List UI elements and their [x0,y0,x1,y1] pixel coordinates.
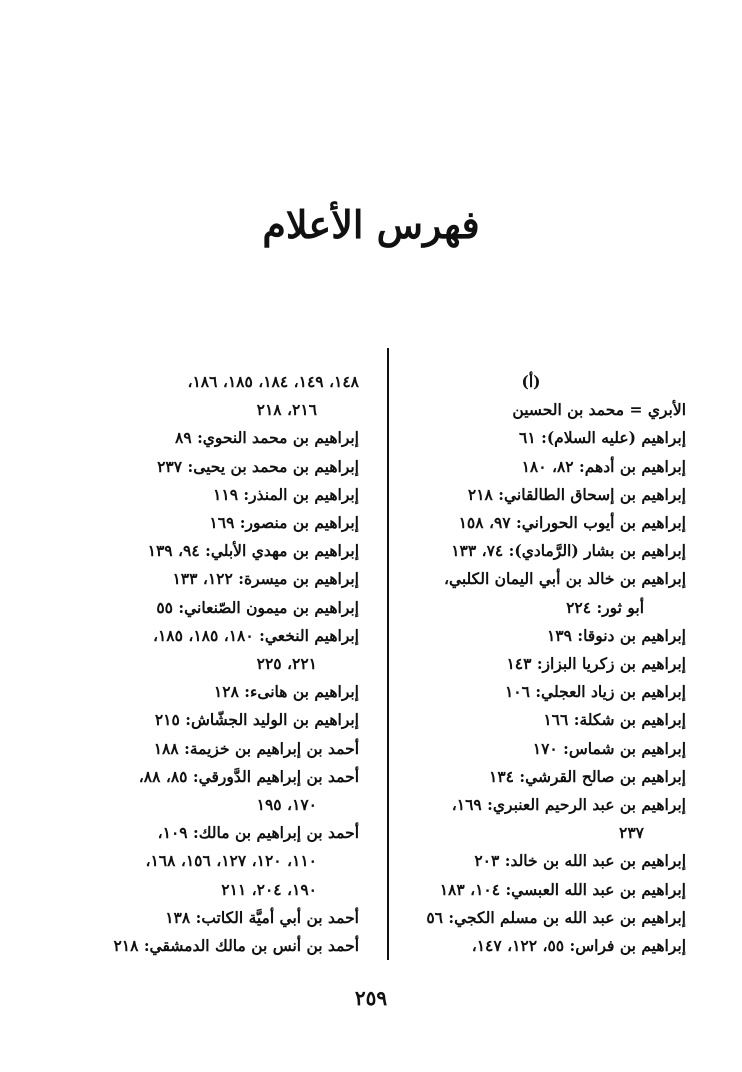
index-entry: أحمد بن أنس بن مالك الدمشقي: ٢١٨ [113,936,359,956]
index-entry: الأبري = محمد بن الحسين [512,400,686,420]
index-entry: إبراهيم بن ميمون الصّنعاني: ٥٥ [156,597,359,617]
index-entry: إبراهيم بن بشار (الرَّمادي): ٧٤، ١٣٣ [451,541,686,561]
index-entry: إبراهيم بن زياد العجلي: ١٠٦ [504,682,686,702]
index-entry: إبراهيم النخعي: ١٨٠، ١٨٥، ١٨٥، [152,625,359,645]
index-column-left [59,368,359,960]
page-title: فهرس الأعلام [262,202,480,247]
index-column-right [376,368,686,960]
index-entry: إبراهيم (عليه السلام): ٦١ [519,428,686,448]
index-entry: إبراهيم بن هانىء: ١٢٨ [213,682,359,702]
index-entry: إبراهيم بن محمد بن يحيى: ٢٣٧ [157,456,359,476]
index-entry: أحمد بن أبي أميَّة الكاتب: ١٣٨ [165,907,359,927]
index-entry: إبراهيم بن أيوب الحوراني: ٩٧، ١٥٨ [458,513,686,533]
index-entry: إبراهيم بن محمد النحوي: ٨٩ [175,428,359,448]
index-entry: إبراهيم بن المنذر: ١١٩ [213,484,359,504]
index-entry: إبراهيم بن دنوقا: ١٣٩ [546,625,686,645]
index-entry: إبراهيم بن شماس: ١٧٠ [532,738,686,758]
index-entry: أحمد بن إبراهيم الدَّورقي: ٨٥، ٨٨، [138,766,359,786]
index-entry: إبراهيم بن فراس: ٥٥، ١٢٢، ١٤٧، [471,936,686,956]
index-entry: إبراهيم بن الوليد الجشّاش: ٢١٥ [154,710,359,730]
index-entry: إبراهيم بن أدهم: ٨٢، ١٨٠ [521,456,686,476]
index-entry-continuation: أبو ثور: ٢٢٤ [566,597,644,617]
index-entry-continuation: ٢٢١، ٢٢٥ [256,654,317,674]
index-entry: إبراهيم بن شكلة: ١٦٦ [543,710,686,730]
index-entry: إبراهيم بن منصور: ١٦٩ [209,513,359,533]
index-entry: إبراهيم بن صالح القرشي: ١٣٤ [489,766,686,786]
index-entry: إبراهيم بن عبد الرحيم العنبري: ١٦٩، [451,795,686,815]
index-entry-continuation: ١١٠، ١٢٠، ١٢٧، ١٥٦، ١٦٨، [145,851,317,871]
index-entry: إبراهيم بن خالد بن أبي اليمان الكلبي، [443,569,686,589]
index-entry-continuation: ١٧٠، ١٩٥ [256,795,317,815]
index-entry: إبراهيم بن مهدي الأبلي: ٩٤، ١٣٩ [147,541,359,561]
index-entry: أحمد بن إبراهيم بن مالك: ١٠٩، [157,823,359,843]
index-entry: إبراهيم بن عبد الله بن خالد: ٢٠٣ [474,851,686,871]
index-entry: إبراهيم بن زكريا البزاز: ١٤٣ [506,654,686,674]
index-letter-heading: (أ) [521,372,541,391]
index-entry: إبراهيم بن عبد الله بن مسلم الكجي: ٥٦ [426,907,686,927]
index-entry: أحمد بن إبراهيم بن خزيمة: ١٨٨ [153,738,359,758]
index-entry: إبراهيم بن ميسرة: ١٢٢، ١٣٣ [172,569,359,589]
index-entry-continuation: ٢١٦، ٢١٨ [256,400,317,420]
index-entry-continuation: ٢٣٧ [619,823,644,843]
page-number: ٢٥٩ [354,986,388,1010]
index-entry: إبراهيم بن عبد الله العبسي: ١٠٤، ١٨٣ [439,879,686,899]
column-divider [387,348,389,960]
index-entry-continuation: ١٩٠، ٢٠٤، ٢١١ [221,879,317,899]
index-entry: ١٤٨، ١٤٩، ١٨٤، ١٨٥، ١٨٦، [187,372,359,391]
index-entry: إبراهيم بن إسحاق الطالقاني: ٢١٨ [467,484,686,504]
